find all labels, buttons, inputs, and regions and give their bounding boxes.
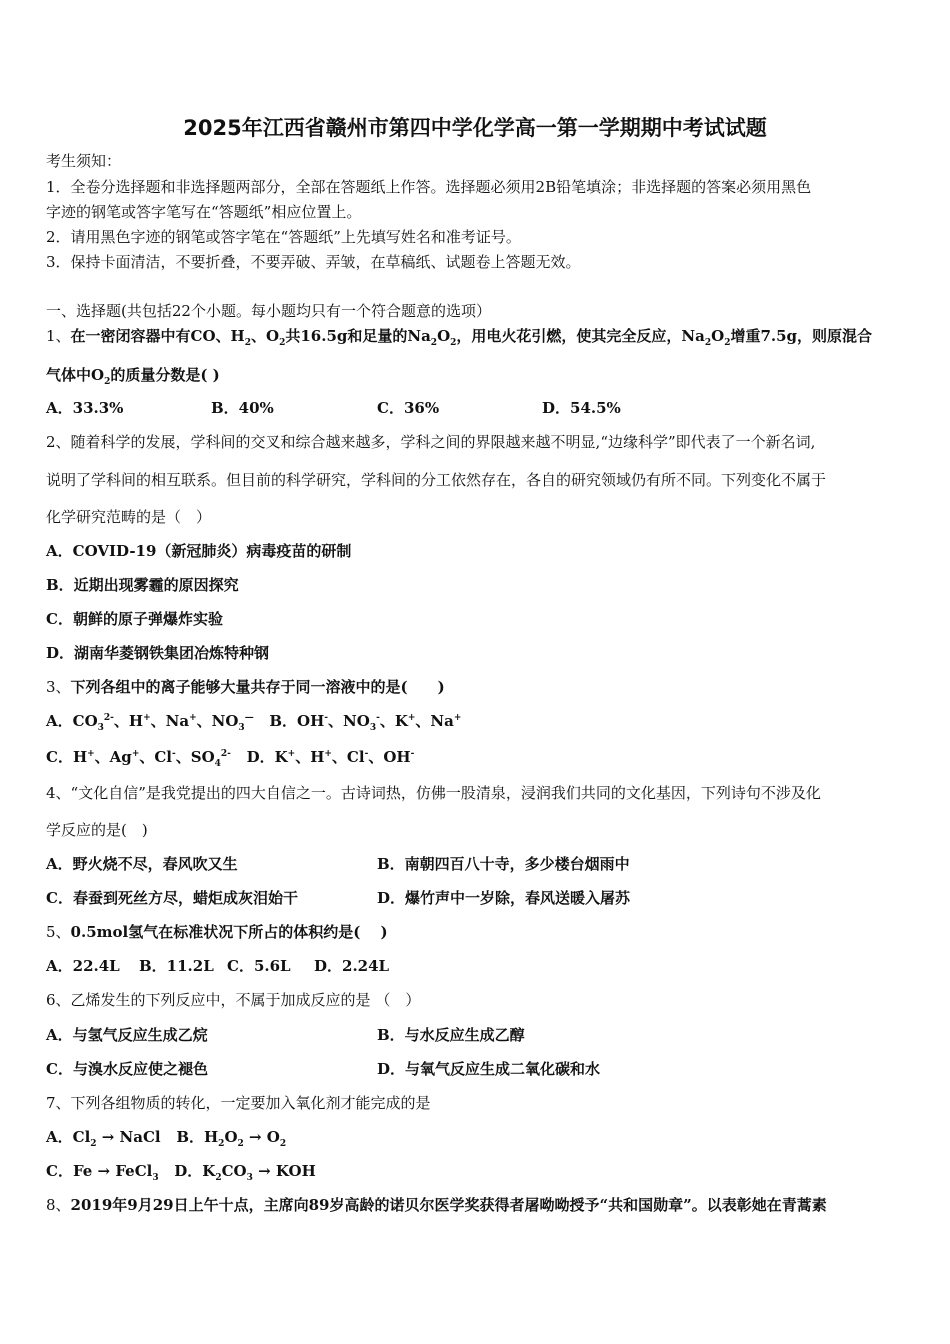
question-1-stem-line2 — [46, 366, 220, 387]
option-b: B．近期出现雾霾的原因探究 — [46, 576, 239, 594]
superscript: - — [324, 713, 329, 723]
text: 0.5mol氢气在标准状况下所占的体积约是( ) — [70, 923, 388, 941]
text: 、Na — [150, 712, 190, 730]
text: C．Fe → FeCl — [46, 1162, 153, 1180]
subscript: 3 — [246, 1173, 253, 1183]
subscript: 2 — [218, 1139, 225, 1149]
page-title: 2025年江西省赣州市第四中学化学高一第一学期期中考试试题 — [183, 116, 767, 140]
subscript: 2 — [279, 1139, 287, 1149]
question-4-stem-line2: 学反应的是( ) — [46, 821, 148, 839]
text: B．OH — [269, 712, 325, 730]
subscript: 4 — [214, 759, 221, 769]
text: B．H — [176, 1128, 219, 1146]
option-d — [247, 748, 415, 766]
notice-heading: 考生须知： — [46, 152, 122, 170]
superscript: 2- — [220, 749, 231, 759]
section-heading: 一、选择题(共包括22个小题。每小题均只有一个符合题意的选项） — [46, 302, 491, 320]
option-b: B．40% — [211, 399, 274, 417]
question-number: 6、 — [46, 991, 71, 1009]
text: 2019年9月29日上午十点，主席向89岁高龄的诺贝尔医学奖获得者屠呦呦授予“共和国勋章”。以表彰她在青蒿素 — [70, 1196, 827, 1214]
superscript: + — [189, 713, 197, 723]
option-d: D．湖南华菱钢铁集团冶炼特种钢 — [46, 644, 270, 662]
text: 、OH — [368, 748, 411, 766]
notice-item: 字迹的钢笔或答字笔写在“答题纸”相应位置上。 — [46, 203, 362, 221]
option-b: B．南朝四百八十寺，多少楼台烟雨中 — [377, 855, 630, 873]
question-number: 1、 — [46, 327, 71, 345]
superscript: + — [407, 713, 416, 723]
option-a: A．野火烧不尽，春风吹又生 — [46, 855, 238, 873]
subscript: 2 — [244, 338, 251, 348]
question-3-options-cd — [46, 748, 415, 769]
superscript: + — [453, 713, 462, 723]
text: 、Na — [415, 712, 454, 730]
text: D．K — [174, 1162, 216, 1180]
question-6-stem — [46, 991, 420, 1009]
superscript: + — [287, 749, 296, 759]
option-c — [46, 1162, 159, 1183]
option-a — [46, 1128, 161, 1149]
text: 下列各组物质的转化，一定要加入氧化剂才能完成的是 — [70, 1094, 431, 1112]
text: → KOH — [252, 1162, 316, 1180]
text: “文化自信”是我党提出的四大自信之一。古诗词热，仿佛一股清泉，浸润我们共同的文化基因，下列诗句不涉及化 — [70, 784, 821, 802]
question-5-stem — [46, 923, 388, 941]
text: A．Cl — [46, 1128, 91, 1146]
text: 的质量分数是( ) — [110, 366, 220, 384]
text: 、Cl — [139, 748, 172, 766]
superscript: — — [244, 713, 254, 723]
text: CO — [221, 1162, 247, 1180]
text: 、H — [113, 712, 144, 730]
text: D．K — [246, 748, 288, 766]
option-a: A．33.3% — [46, 399, 124, 417]
superscript: + — [143, 713, 151, 723]
text: 增重7.5g，则原混合 — [730, 327, 873, 345]
option-a: A．与氢气反应生成乙烷 — [46, 1026, 208, 1044]
option-c: C．与溴水反应使之褪色 — [46, 1060, 208, 1078]
option-d: D．与氧气反应生成二氧化碳和水 — [377, 1060, 601, 1078]
option-d — [174, 1162, 316, 1183]
option-c — [46, 748, 231, 769]
subscript: 3 — [369, 723, 377, 733]
question-2-stem-line3: 化学研究范畴的是（ ） — [46, 508, 212, 526]
text: O — [711, 327, 725, 345]
question-number: 4、 — [46, 784, 71, 802]
superscript: + — [324, 749, 332, 759]
text: 、O — [251, 327, 280, 345]
subscript: 2 — [104, 377, 111, 387]
option-d: D．爆竹声中一岁除，春风送暖入屠苏 — [377, 889, 631, 907]
superscript: - — [410, 749, 415, 759]
text: 、NO — [196, 712, 239, 730]
text: O — [224, 1128, 238, 1146]
question-3-stem — [46, 678, 445, 696]
question-7-options-cd — [46, 1162, 316, 1183]
notice-item: 2．请用黑色字迹的钢笔或答字笔在“答题纸”上先填写姓名和准考证号。 — [46, 228, 521, 246]
question-number: 2、 — [46, 433, 71, 451]
question-2-stem-line2: 说明了学科间的相互联系。但目前的科学研究，学科间的分工依然存在，各自的研究领域仍有所不同。下列变化不属于 — [46, 471, 827, 489]
text: 、K — [379, 712, 408, 730]
option-b — [176, 1128, 287, 1149]
subscript: 2 — [215, 1173, 222, 1183]
subscript: 2 — [90, 1139, 97, 1149]
superscript: + — [87, 749, 95, 759]
text: 共16.5g和足量的Na — [285, 327, 431, 345]
text: 、Ag — [94, 748, 132, 766]
text: 、NO — [328, 712, 370, 730]
text: ，用电火花引燃，使其完全反应，Na — [456, 327, 705, 345]
question-3-options-ab — [46, 712, 462, 733]
option-c: C．5.6L — [227, 957, 291, 975]
superscript: 2- — [103, 713, 114, 723]
subscript: 3 — [238, 723, 245, 733]
option-d: D．2.24L — [314, 957, 390, 975]
notice-item: 1．全卷分选择题和非选择题两部分，全部在答题纸上作答。选择题必须用2B铅笔填涂；非选择题的答案必须用黑色 — [46, 178, 812, 196]
text: 、Cl — [331, 748, 365, 766]
subscript: 3 — [152, 1173, 159, 1183]
question-7-stem — [46, 1094, 431, 1112]
option-c: C．36% — [377, 399, 440, 417]
question-number: 7、 — [46, 1094, 71, 1112]
superscript: - — [172, 749, 176, 759]
text: 在一密闭容器中有CO、H — [70, 327, 245, 345]
subscript: 2 — [237, 1139, 244, 1149]
text: → O — [243, 1128, 280, 1146]
notice-item: 3．保持卡面清洁，不要折叠，不要弄破、弄皱，在草稿纸、试题卷上答题无效。 — [46, 253, 581, 271]
option-d: D．54.5% — [542, 399, 621, 417]
question-2-stem — [46, 433, 815, 451]
option-a: A．22.4L — [46, 957, 120, 975]
subscript: 2 — [704, 338, 712, 348]
option-b: B．与水反应生成乙醇 — [377, 1026, 525, 1044]
question-1-stem — [46, 327, 873, 348]
subscript: 2 — [450, 338, 457, 348]
subscript: 2 — [724, 338, 731, 348]
text: C．H — [46, 748, 88, 766]
text: → NaCl — [96, 1128, 161, 1146]
question-number: 8、 — [46, 1196, 71, 1214]
text: 气体中O — [46, 366, 105, 384]
text: A．CO — [46, 712, 98, 730]
superscript: + — [131, 749, 140, 759]
subscript: 3 — [97, 723, 104, 733]
question-8-stem — [46, 1196, 827, 1214]
question-number: 5、 — [46, 923, 71, 941]
question-7-options-ab — [46, 1128, 287, 1149]
question-4-stem — [46, 784, 821, 802]
text: O — [437, 327, 451, 345]
option-b: B．11.2L — [139, 957, 214, 975]
subscript: 2 — [430, 338, 438, 348]
text: 随着科学的发展，学科间的交叉和综合越来越多，学科之间的界限越来越不明显,“边缘科学”即代表了一个新名词, — [70, 433, 816, 451]
option-b — [269, 712, 462, 733]
option-c: C．朝鲜的原子弹爆炸实验 — [46, 610, 223, 628]
option-c: C．春蚕到死丝方尽，蜡炬成灰泪始干 — [46, 889, 298, 907]
text: 、SO — [175, 748, 215, 766]
question-number: 3、 — [46, 678, 71, 696]
text: 乙烯发生的下列反应中，不属于加成反应的是 （ ） — [70, 991, 421, 1009]
option-a: A．COVID-19（新冠肺炎）病毒疫苗的研制 — [46, 542, 352, 560]
subscript: 2 — [279, 338, 286, 348]
superscript: - — [364, 749, 369, 759]
superscript: - — [376, 713, 380, 723]
option-a — [46, 712, 254, 733]
text: 下列各组中的离子能够大量共存于同一溶液中的是( ) — [70, 678, 445, 696]
text: 、H — [295, 748, 325, 766]
